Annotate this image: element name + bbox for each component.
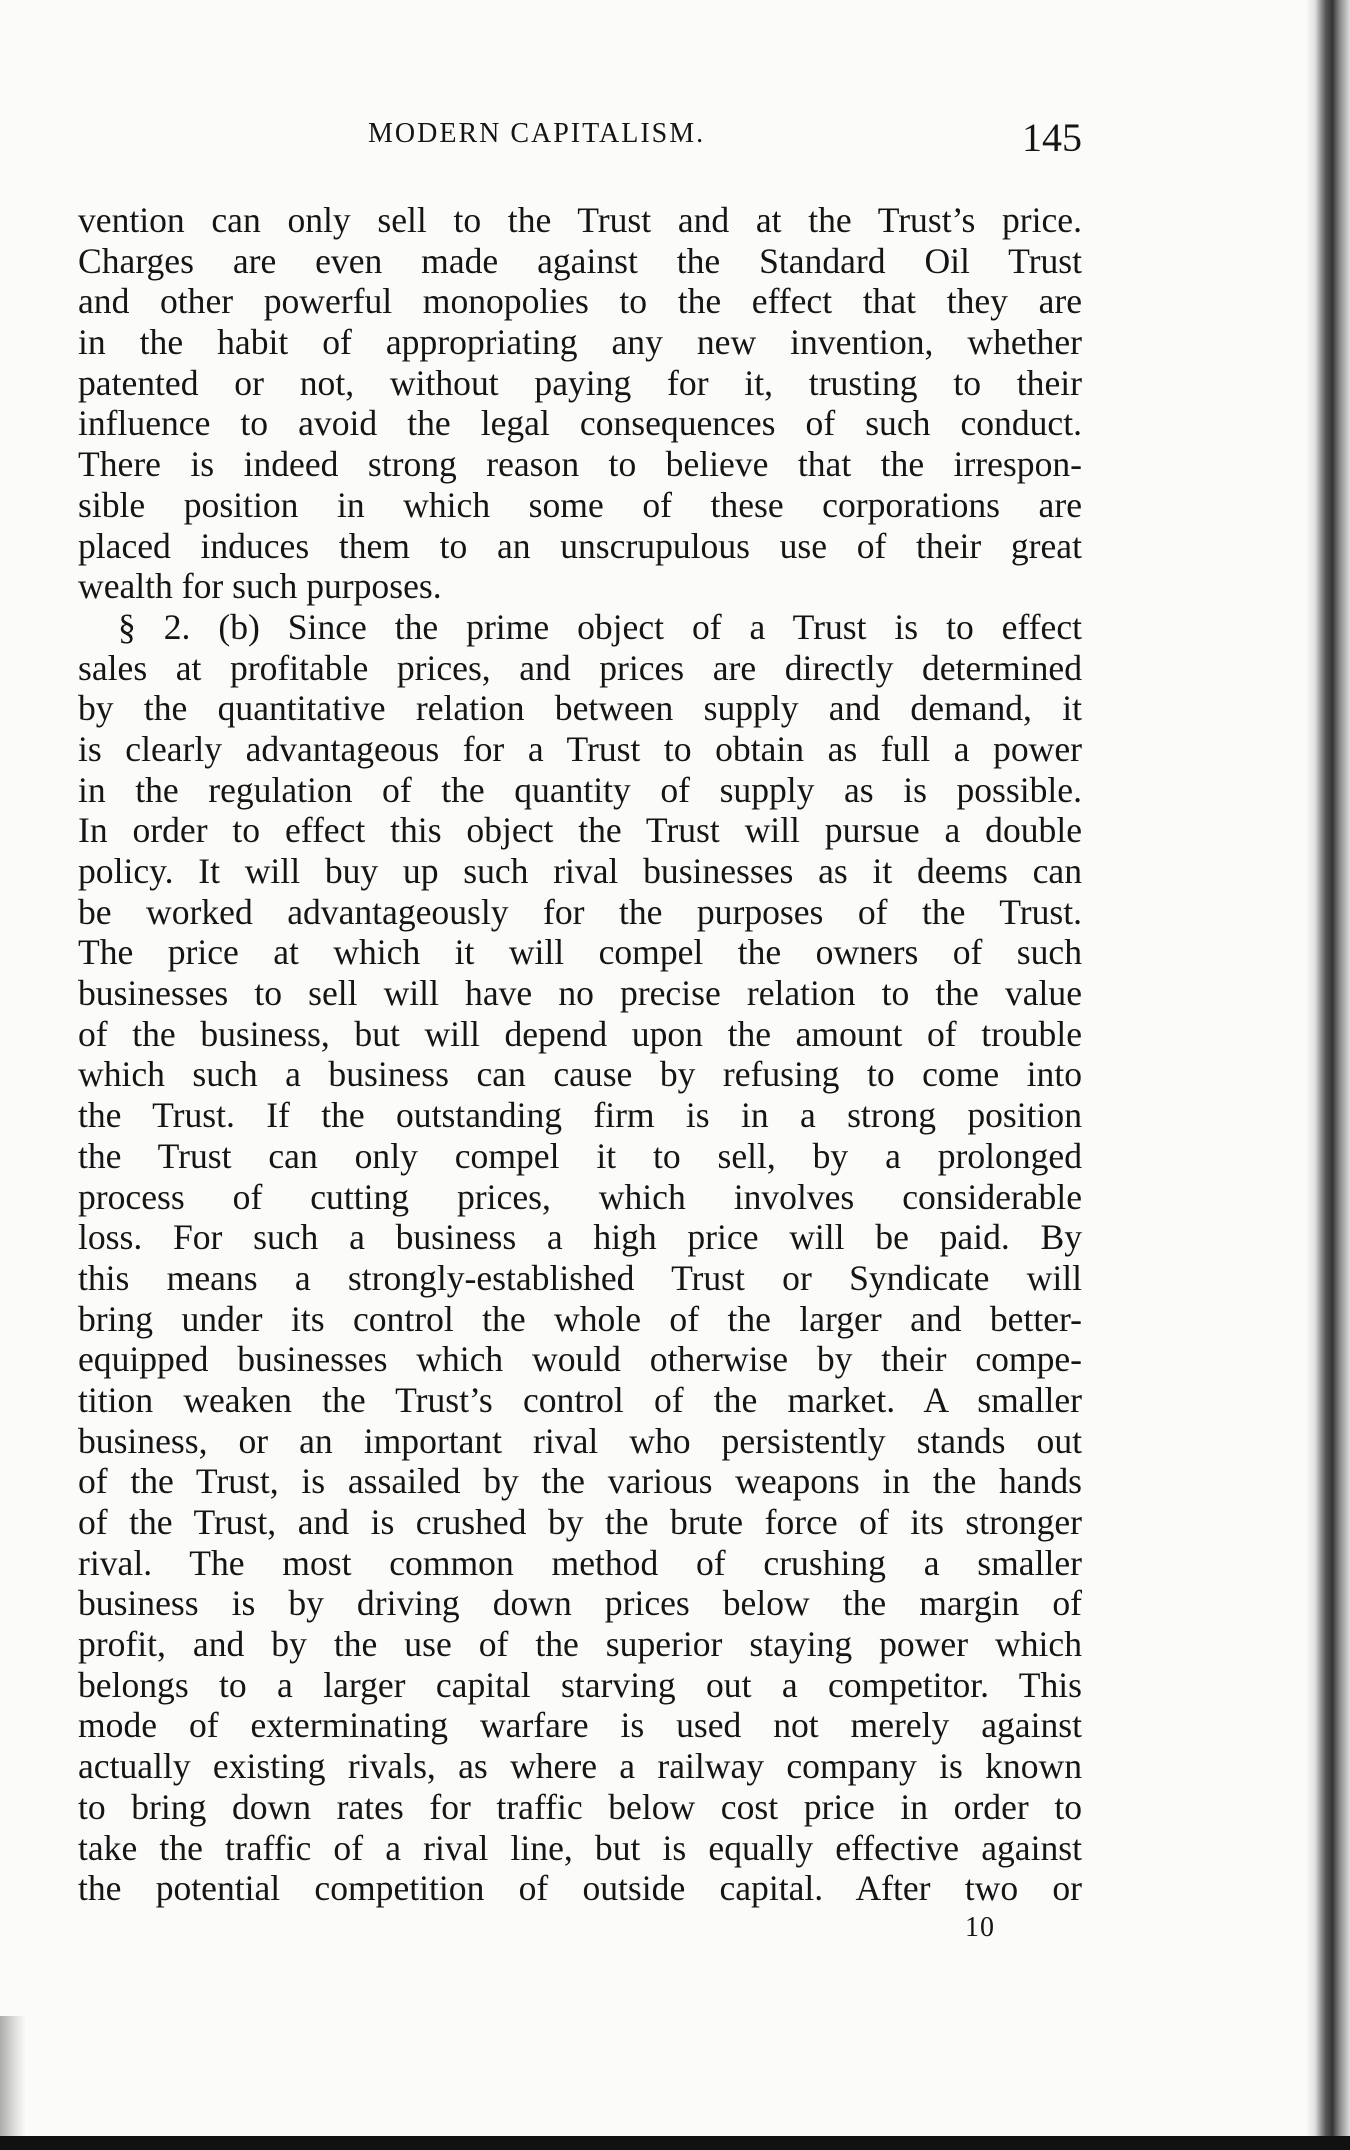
body-text: [78, 200, 1082, 1909]
text-line: The price at which it will compel the owners of such: [78, 932, 1082, 973]
text-line: sales at profitable prices, and prices are directly determined: [78, 647, 1082, 688]
running-head: [78, 115, 1082, 168]
text-line: belongs to a larger capital starving out a competitor. This: [78, 1664, 1082, 1705]
text-line: this means a strongly-established Trust or Syndicate will: [78, 1257, 1082, 1298]
text-line: Charges are even made against the Standard Oil Trust: [78, 240, 1082, 281]
text-line: There is indeed strong reason to believe that the irrespon-: [78, 444, 1082, 485]
text-line: equipped businesses which would otherwise by their compe-: [78, 1339, 1082, 1380]
text-line: bring under its control the whole of the larger and better-: [78, 1298, 1082, 1339]
section-start-line: § 2. (b) Since the prime object of a Trust is to effect: [118, 606, 1082, 647]
running-title: MODERN CAPITALISM.: [368, 118, 706, 149]
text-line: the Trust. If the outstanding firm is in a strong position: [78, 1095, 1082, 1136]
text-line: which such a business can cause by refusing to come into: [78, 1054, 1082, 1095]
text-line: patented or not, without paying for it, trusting to their: [78, 362, 1082, 403]
text-line: by the quantitative relation between supply and demand, it: [78, 688, 1082, 729]
text-line: placed induces them to an unscrupulous use of their great: [78, 525, 1082, 566]
text-line: mode of exterminating warfare is used not merely against: [78, 1705, 1082, 1746]
text-line: actually existing rivals, as where a railway company is known: [78, 1746, 1082, 1787]
text-line: policy. It will buy up such rival businesses as it deems can: [78, 851, 1082, 891]
text-line: loss. For such a business a high price will be paid. By: [78, 1217, 1082, 1258]
text-line: In order to effect this object the Trust will pursue a double: [78, 810, 1082, 851]
text-line: take the traffic of a rival line, but is equally effective against: [78, 1827, 1082, 1868]
text-line: rival. The most common method of crushing a smaller: [78, 1542, 1082, 1583]
page-bottom-shadow: [0, 2136, 1350, 2150]
text-line: tition weaken the Trust’s control of the market. A smaller: [78, 1379, 1082, 1420]
scan-smudge: [0, 2016, 26, 2136]
signature-mark: 10: [965, 1912, 995, 1943]
text-line: wealth for such purposes.: [78, 566, 442, 607]
text-line: process of cutting prices, which involves considerable: [78, 1176, 1082, 1217]
text-line: vention can only sell to the Trust and at the Trust’s price.: [78, 200, 1082, 240]
text-line: of the business, but will depend upon the amount of trouble: [78, 1013, 1082, 1054]
text-line: business, or an important rival who persistently stands out: [78, 1420, 1082, 1461]
text-line: businesses to sell will have no precise relation to the value: [78, 973, 1082, 1014]
text-line: the Trust can only compel it to sell, by a prolonged: [78, 1135, 1082, 1176]
text-line: be worked advantageously for the purposes of the Trust.: [78, 891, 1082, 932]
text-line: in the habit of appropriating any new invention, whether: [78, 322, 1082, 363]
text-line: profit, and by the use of the superior staying power which: [78, 1624, 1082, 1665]
page-edge-shadow: [1306, 0, 1350, 2150]
text-line: and other powerful monopolies to the effect that they are: [78, 281, 1082, 322]
text-line: sible position in which some of these corporations are: [78, 484, 1082, 525]
text-line: to bring down rates for traffic below cost price in order to: [78, 1786, 1082, 1827]
text-line: the potential competition of outside capital. After two or: [78, 1868, 1082, 1909]
text-line: in the regulation of the quantity of supply as is possible.: [78, 769, 1082, 810]
text-line: business is by driving down prices below the margin of: [78, 1583, 1082, 1624]
page-number: 145: [1022, 115, 1082, 160]
text-line: influence to avoid the legal consequences of such conduct.: [78, 403, 1082, 444]
text-line: is clearly advantageous for a Trust to obtain as full a power: [78, 728, 1082, 769]
text-line: of the Trust, and is crushed by the brute force of its stronger: [78, 1502, 1082, 1542]
text-line: of the Trust, is assailed by the various weapons in the hands: [78, 1461, 1082, 1502]
